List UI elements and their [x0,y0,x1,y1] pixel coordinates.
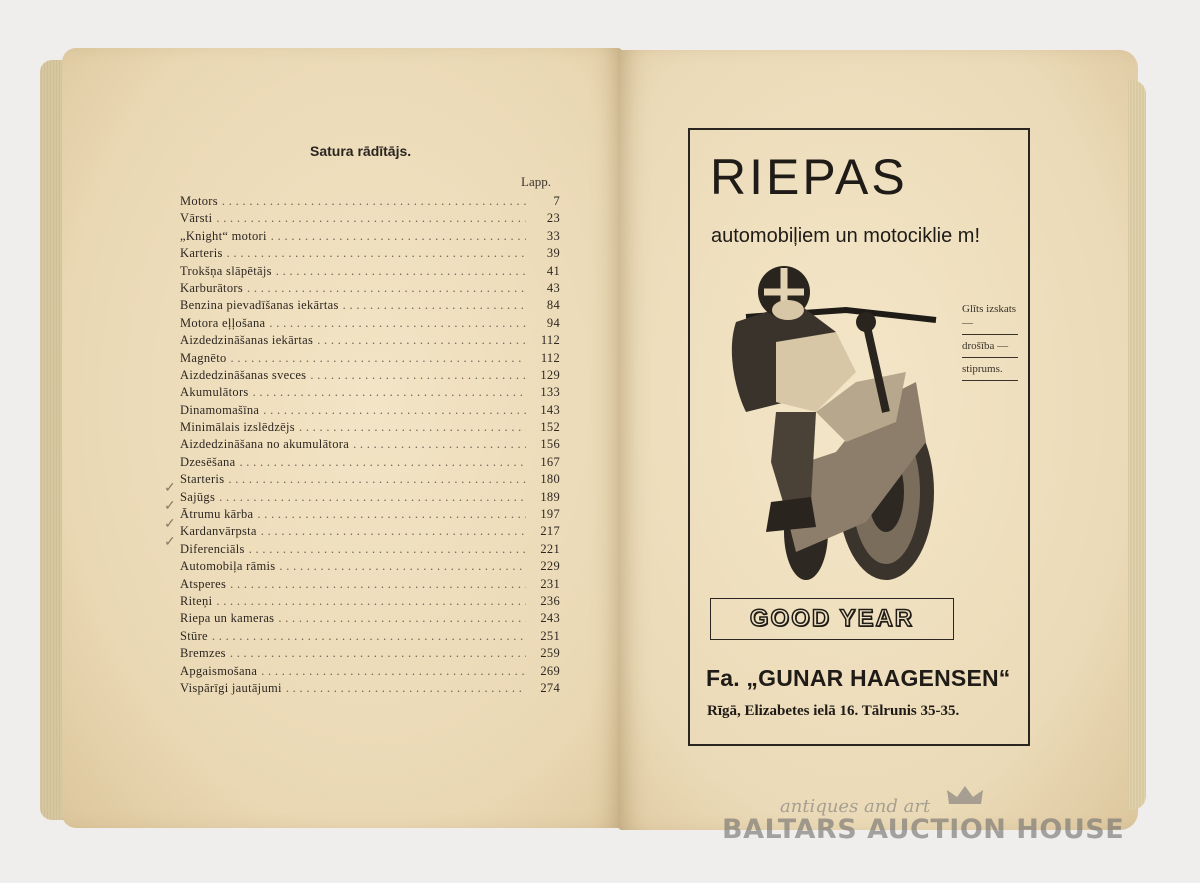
toc-leader-dots [231,351,526,366]
toc-entry [180,559,560,576]
toc-entry-label: Karburātors [180,280,243,295]
toc-entry-label: Kardanvārpsta [180,524,257,539]
toc-entry-page: 33 [546,228,560,243]
toc-entry-page: 221 [540,541,560,556]
toc-entry-page: 41 [546,263,560,278]
toc-entry [180,264,560,281]
toc-entry-page: 269 [540,663,560,678]
toc-entry-page: 274 [540,680,560,695]
toc-entry [180,368,560,385]
toc-entry [180,316,560,333]
toc-leader-dots [222,194,526,209]
toc-leader-dots [343,298,526,313]
toc-entry-page: 236 [540,593,560,608]
toc-entry [180,211,560,228]
toc-entry-label: Benzina pievadīšanas iekārtas [180,298,339,313]
toc-entry [180,664,560,681]
toc-leader-dots [247,281,526,296]
toc-entry-label: Akumulātors [180,385,249,400]
toc-entry-page: 189 [540,489,560,504]
toc-entry [180,577,560,594]
toc-leader-dots [212,629,526,644]
toc-entry [180,472,560,489]
toc-entry-label: Dinamomašīna [180,402,260,417]
toc-entry-page: 112 [540,350,560,365]
ad-features [962,302,1018,385]
toc-entry-page: 39 [546,246,560,261]
crown-icon [945,786,985,806]
toc-entry [180,229,560,246]
toc-leader-dots [299,420,526,435]
toc-entry-label: Diferenciāls [180,541,245,556]
toc-entry-label: Riepa un kameras [180,611,275,626]
toc-entry-label: Aizdedzināšana no akumulātora [180,437,350,452]
toc-entry-page: 229 [540,559,560,574]
toc-entry-page: 23 [546,211,560,226]
toc-page-header: Lapp. [521,174,551,189]
toc-entry-page: 7 [553,194,560,208]
toc-entry-page: 84 [546,298,560,313]
toc-entry [180,629,560,646]
feature-item: drošība — [962,339,1018,358]
toc-entry-label: Vispārīgi jautājumi [180,680,282,695]
toc-entry [180,281,560,298]
toc-leader-dots [279,559,526,574]
toc-entry-label: Stūre [180,628,208,643]
toc-entry-label: Riteņi [180,593,213,608]
toc-entry-label: Starteris [180,472,225,487]
toc-title: Satura rādītājs. [310,143,412,159]
toc-leader-dots [216,594,526,609]
toc-entry-page: 43 [546,280,560,295]
watermark-brand: BALTARS AUCTION HOUSE [722,814,1125,845]
toc-entry-label: Motors [180,194,218,208]
toc-entry-page: 197 [540,507,560,522]
toc-entry [180,490,560,507]
toc-leader-dots [261,664,526,679]
toc-entry-label: Motora eļļošana [180,315,266,330]
toc-entry-label: „Knight“ motori [180,228,267,243]
ad-address: Rīgā, Elizabetes ielā 16. Tālrunis 35-35. [707,703,960,719]
toc-entry-label: Automobiļa rāmis [180,559,276,574]
toc-entry [180,646,560,663]
toc-entry [180,681,560,698]
toc-entry-label: Aizdedzināšanas sveces [180,367,307,382]
toc-leader-dots [257,507,526,522]
toc-leader-dots [310,368,526,383]
toc-entry [180,542,560,559]
toc-leader-dots [228,472,526,487]
toc-leader-dots [216,211,526,226]
toc-entry-page: 94 [546,315,560,330]
toc-entry-label: Magnēto [180,350,227,365]
toc-entry [180,403,560,420]
toc-entry-label: Dzesēšana [180,454,236,469]
toc-entry-page: 217 [540,524,560,539]
toc-entry [180,246,560,263]
toc-entry [180,524,560,541]
toc-entry-label: Sajūgs [180,489,216,504]
toc-entry-label: Vārsti [180,211,213,226]
toc-leader-dots [230,577,526,592]
toc-entry-label: Atsperes [180,576,227,591]
toc-entry-page: 129 [540,367,560,382]
toc-entry [180,420,560,437]
toc-entry-page: 152 [540,420,560,435]
toc-entry [180,611,560,628]
toc-leader-dots [271,229,526,244]
toc-entry [180,594,560,611]
toc-leader-dots [353,437,526,452]
toc-leader-dots [269,316,526,331]
toc-entry [180,507,560,524]
feature-item: stiprums. [962,362,1018,381]
toc-entry [180,437,560,454]
toc-entry [180,455,560,472]
toc-leader-dots [278,611,526,626]
toc-entry-label: Aizdedzināšanas iekārtas [180,333,314,348]
toc-entry-label: Ātrumu kārba [180,507,254,522]
toc-entry [180,333,560,350]
toc-leader-dots [227,246,526,261]
toc-leader-dots [230,646,526,661]
toc-list [180,194,560,698]
toc-entry [180,385,560,402]
feature-item: Glīts izskats — [962,302,1018,335]
toc-entry-label: Apgaismošana [180,663,258,678]
motorcycle-rider-illustration [716,262,956,587]
toc-entry-page: 231 [540,576,560,591]
toc-leader-dots [286,681,526,696]
toc-leader-dots [263,403,526,418]
toc-entry-label: Karteris [180,246,223,261]
toc-entry-page: 133 [540,385,560,400]
right-page-edges [1128,80,1146,810]
toc-leader-dots [239,455,526,470]
goodyear-logo [710,598,954,640]
ad-subheadline: automobiļiem un motociklie m! [711,225,980,247]
toc-entry-page: 251 [540,628,560,643]
toc-entry [180,194,560,211]
toc-entry-label: Minimālais izslēdzējs [180,420,295,435]
toc-leader-dots [219,490,526,505]
toc-entry-page: 167 [540,454,560,469]
toc-leader-dots [261,524,526,539]
toc-entry-page: 243 [540,611,560,626]
brand-wordmark: GOOD YEAR [749,605,915,632]
toc-leader-dots [249,542,526,557]
toc-entry-label: Bremzes [180,646,226,661]
handwritten-checkmarks: ✓ ✓ ✓ ✓ [164,481,176,550]
toc-leader-dots [317,333,526,348]
toc-entry-page: 259 [540,646,560,661]
toc-leader-dots [253,385,526,400]
watermark-tagline: antiques and art [780,796,931,817]
toc-entry-page: 112 [540,333,560,348]
toc-leader-dots [276,264,526,279]
ad-headline: RIEPAS [710,149,908,205]
ad-firm-name: Fa. „GUNAR HAAGENSEN“ [706,665,1011,691]
toc-entry-page: 143 [540,402,560,417]
toc-entry [180,351,560,368]
toc-entry-label: Trokšņa slāpētājs [180,263,272,278]
toc-entry-page: 180 [540,472,560,487]
toc-entry-page: 156 [540,437,560,452]
toc-entry [180,298,560,315]
